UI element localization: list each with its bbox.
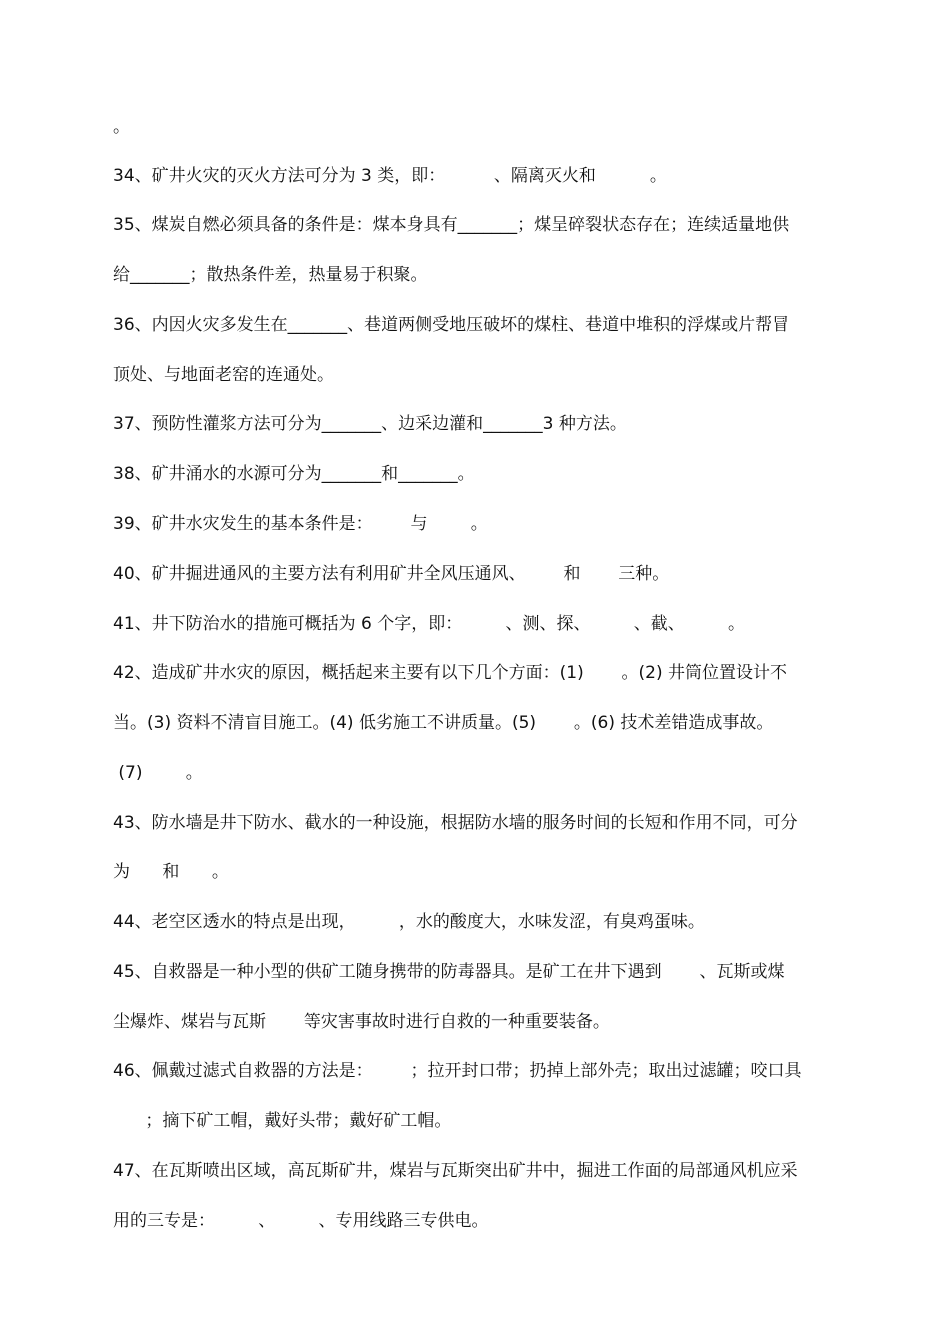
question-40: 40、矿井掘进通风的主要方法有利用矿井全风压通风、 和 三种。 [113, 564, 670, 584]
question-43: 43、防水墙是井下防水、截水的一种设施，根据防水墙的服务时间的长短和作用不同，可分 [113, 813, 798, 833]
question-47-continued: 用的三专是： 、 、专用线路三专供电。 [113, 1211, 489, 1231]
text-line: 。 [113, 117, 130, 137]
question-45-continued: 尘爆炸、煤岩与瓦斯 等灾害事故时进行自救的一种重要装备。 [113, 1012, 610, 1032]
question-35-continued: 给_______；散热条件差，热量易于积聚。 [113, 265, 428, 285]
question-35: 35、煤炭自燃必须具备的条件是：煤本身具有_______；煤呈碎裂状态存在；连续适量地供 [113, 215, 790, 235]
question-36-continued: 顶处、与地面老窑的连通处。 [113, 365, 334, 385]
question-47: 47、在瓦斯喷出区域，高瓦斯矿井，煤岩与瓦斯突出矿井中，掘进工作面的局部通风机应采 [113, 1161, 798, 1181]
question-46-continued: ；摘下矿工帽，戴好头带；戴好矿工帽。 [113, 1111, 452, 1131]
question-46: 46、佩戴过滤式自救器的方法是： ；拉开封口带；扔掉上部外壳；取出过滤罐；咬口具 [113, 1061, 802, 1081]
question-39: 39、矿井水灾发生的基本条件是： 与 。 [113, 514, 488, 534]
question-34: 34、矿井火灾的灭火方法可分为 3 类，即： 、隔离灭火和 。 [113, 166, 667, 186]
question-45: 45、自救器是一种小型的供矿工随身携带的防毒器具。是矿工在井下遇到 、瓦斯或煤 [113, 962, 785, 982]
question-38: 38、矿井涌水的水源可分为_______和_______。 [113, 464, 475, 484]
question-42-continued: 当。(3) 资料不清盲目施工。(4) 低劣施工不讲质量。(5) 。(6) 技术差错造成事故。 [113, 713, 774, 733]
question-41: 41、井下防治水的措施可概括为 6 个字，即： 、测、探、 、截、 。 [113, 614, 745, 634]
question-37: 37、预防性灌浆方法可分为_______、边采边灌和_______3 种方法。 [113, 414, 627, 434]
question-42: 42、造成矿井水灾的原因，概括起来主要有以下几个方面：(1) 。(2) 井筒位置设计不 [113, 663, 788, 683]
question-44: 44、老空区透水的特点是出现， ，水的酸度大，水味发涩，有臭鸡蛋味。 [113, 912, 705, 932]
question-42-continued-2: (7) 。 [113, 763, 203, 783]
question-43-continued: 为 和 。 [113, 862, 229, 882]
question-36: 36、内因火灾多发生在_______、巷道两侧受地压破坏的煤柱、巷道中堆积的浮煤或片帮冒 [113, 315, 790, 335]
